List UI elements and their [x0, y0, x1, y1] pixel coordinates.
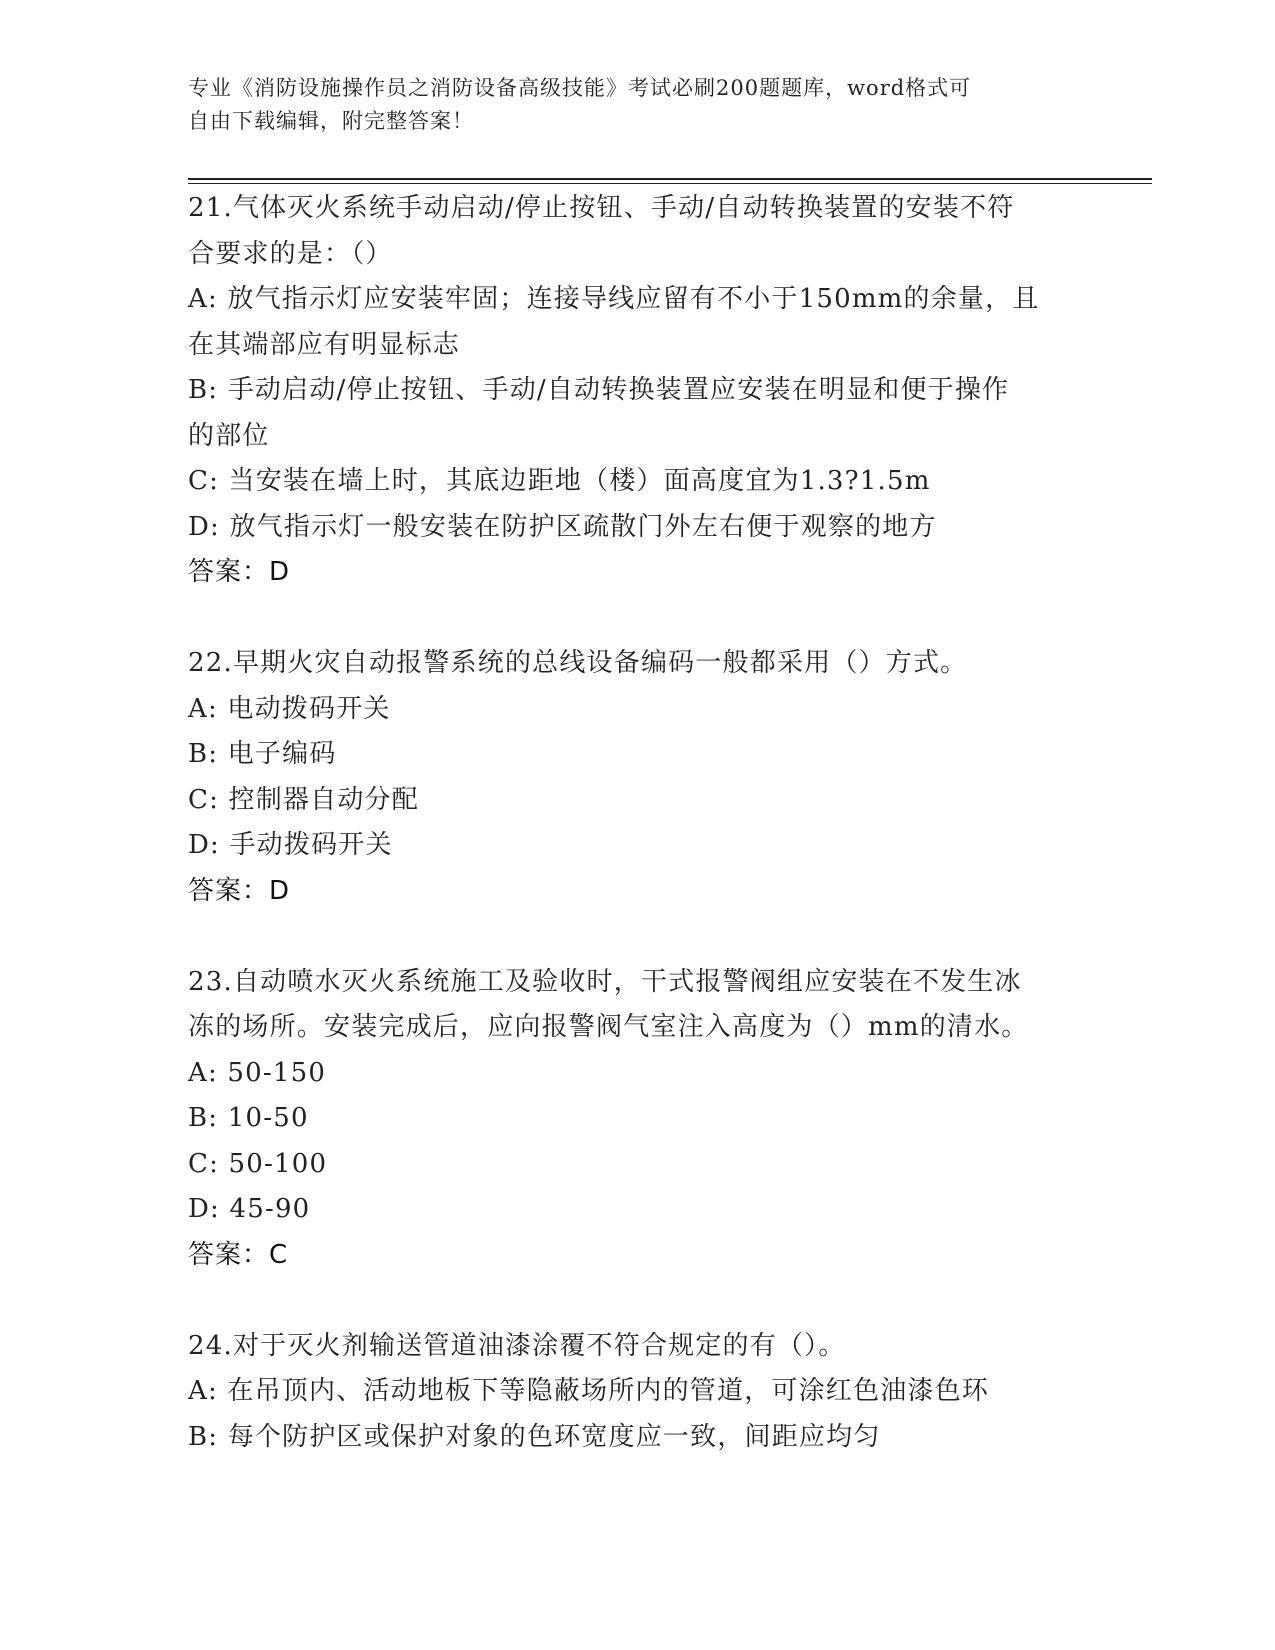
option-a: A: 在吊顶内、活动地板下等隐蔽场所内的管道，可涂红色油漆色环: [188, 1376, 990, 1406]
question-stem-line: 冻的场所。安装完成后，应向报警阀气室注入高度为（）mm的清水。: [188, 1012, 1029, 1042]
question-stem-line: 合要求的是：（）: [188, 238, 393, 269]
question-stem-line: 23.自动喷水灭火系统施工及验收时，干式报警阀组应安装在不发生冰: [188, 966, 1022, 997]
header-line: 专业《消防设施操作员之消防设备高级技能》考试必刷200题题库，word格式可: [188, 76, 972, 100]
option-c: C: 50-100: [188, 1148, 328, 1179]
option-b: B: 10-50: [188, 1103, 309, 1133]
document-header: [188, 72, 1088, 138]
option-b: B: 电子编码: [188, 739, 337, 769]
option-a: A: 50-150: [188, 1057, 327, 1088]
option-c: C: 当安装在墙上时，其底边距地（楼）面高度宜为1.3?1.5m: [188, 466, 931, 496]
question-stem-line: 21.气体灭火系统手动启动/停止按钮、手动/自动转换装置的安装不符: [188, 193, 1015, 223]
question-21: [188, 186, 1088, 596]
question-list: [188, 186, 1088, 1460]
question-gap: [188, 1278, 1088, 1324]
option-d: D: 手动拨码开关: [188, 830, 393, 860]
question-stem-line: 22.早期火灾自动报警系统的总线设备编码一般都采用（）方式。: [188, 648, 968, 678]
answer-line: 答案：D: [188, 875, 291, 906]
option-b: B: 手动启动/停止按钮、手动/自动转换装置应安装在明显和便于操作: [188, 375, 1010, 405]
answer-line: 答案：C: [188, 1239, 289, 1270]
option-a-continued: 在其端部应有明显标志: [188, 329, 461, 360]
option-a: A: 电动拨码开关: [188, 693, 391, 724]
option-d: D: 45-90: [188, 1194, 311, 1224]
header-divider-thin: [188, 183, 1152, 184]
answer-line: 答案：D: [188, 557, 291, 587]
option-a: A: 放气指示灯应安装牢固；连接导线应留有不小于150mm的余量，且: [188, 284, 1040, 314]
option-b-continued: 的部位: [188, 420, 270, 451]
question-22: [188, 641, 1088, 914]
header-line: 自由下载编辑，附完整答案！: [188, 109, 474, 133]
option-c: C: 控制器自动分配: [188, 784, 419, 815]
option-b: B: 每个防护区或保护对象的色环宽度应一致，间距应均匀: [188, 1421, 881, 1452]
question-gap: [188, 596, 1088, 642]
question-gap: [188, 914, 1088, 960]
option-d: D: 放气指示灯一般安装在防护区疏散门外左右便于观察的地方: [188, 511, 937, 542]
header-divider-thick: [188, 178, 1152, 180]
question-23: [188, 960, 1088, 1279]
question-stem-line: 24.对于灭火剂输送管道油漆涂覆不符合规定的有（）。: [188, 1330, 846, 1361]
question-24: [188, 1324, 1088, 1461]
